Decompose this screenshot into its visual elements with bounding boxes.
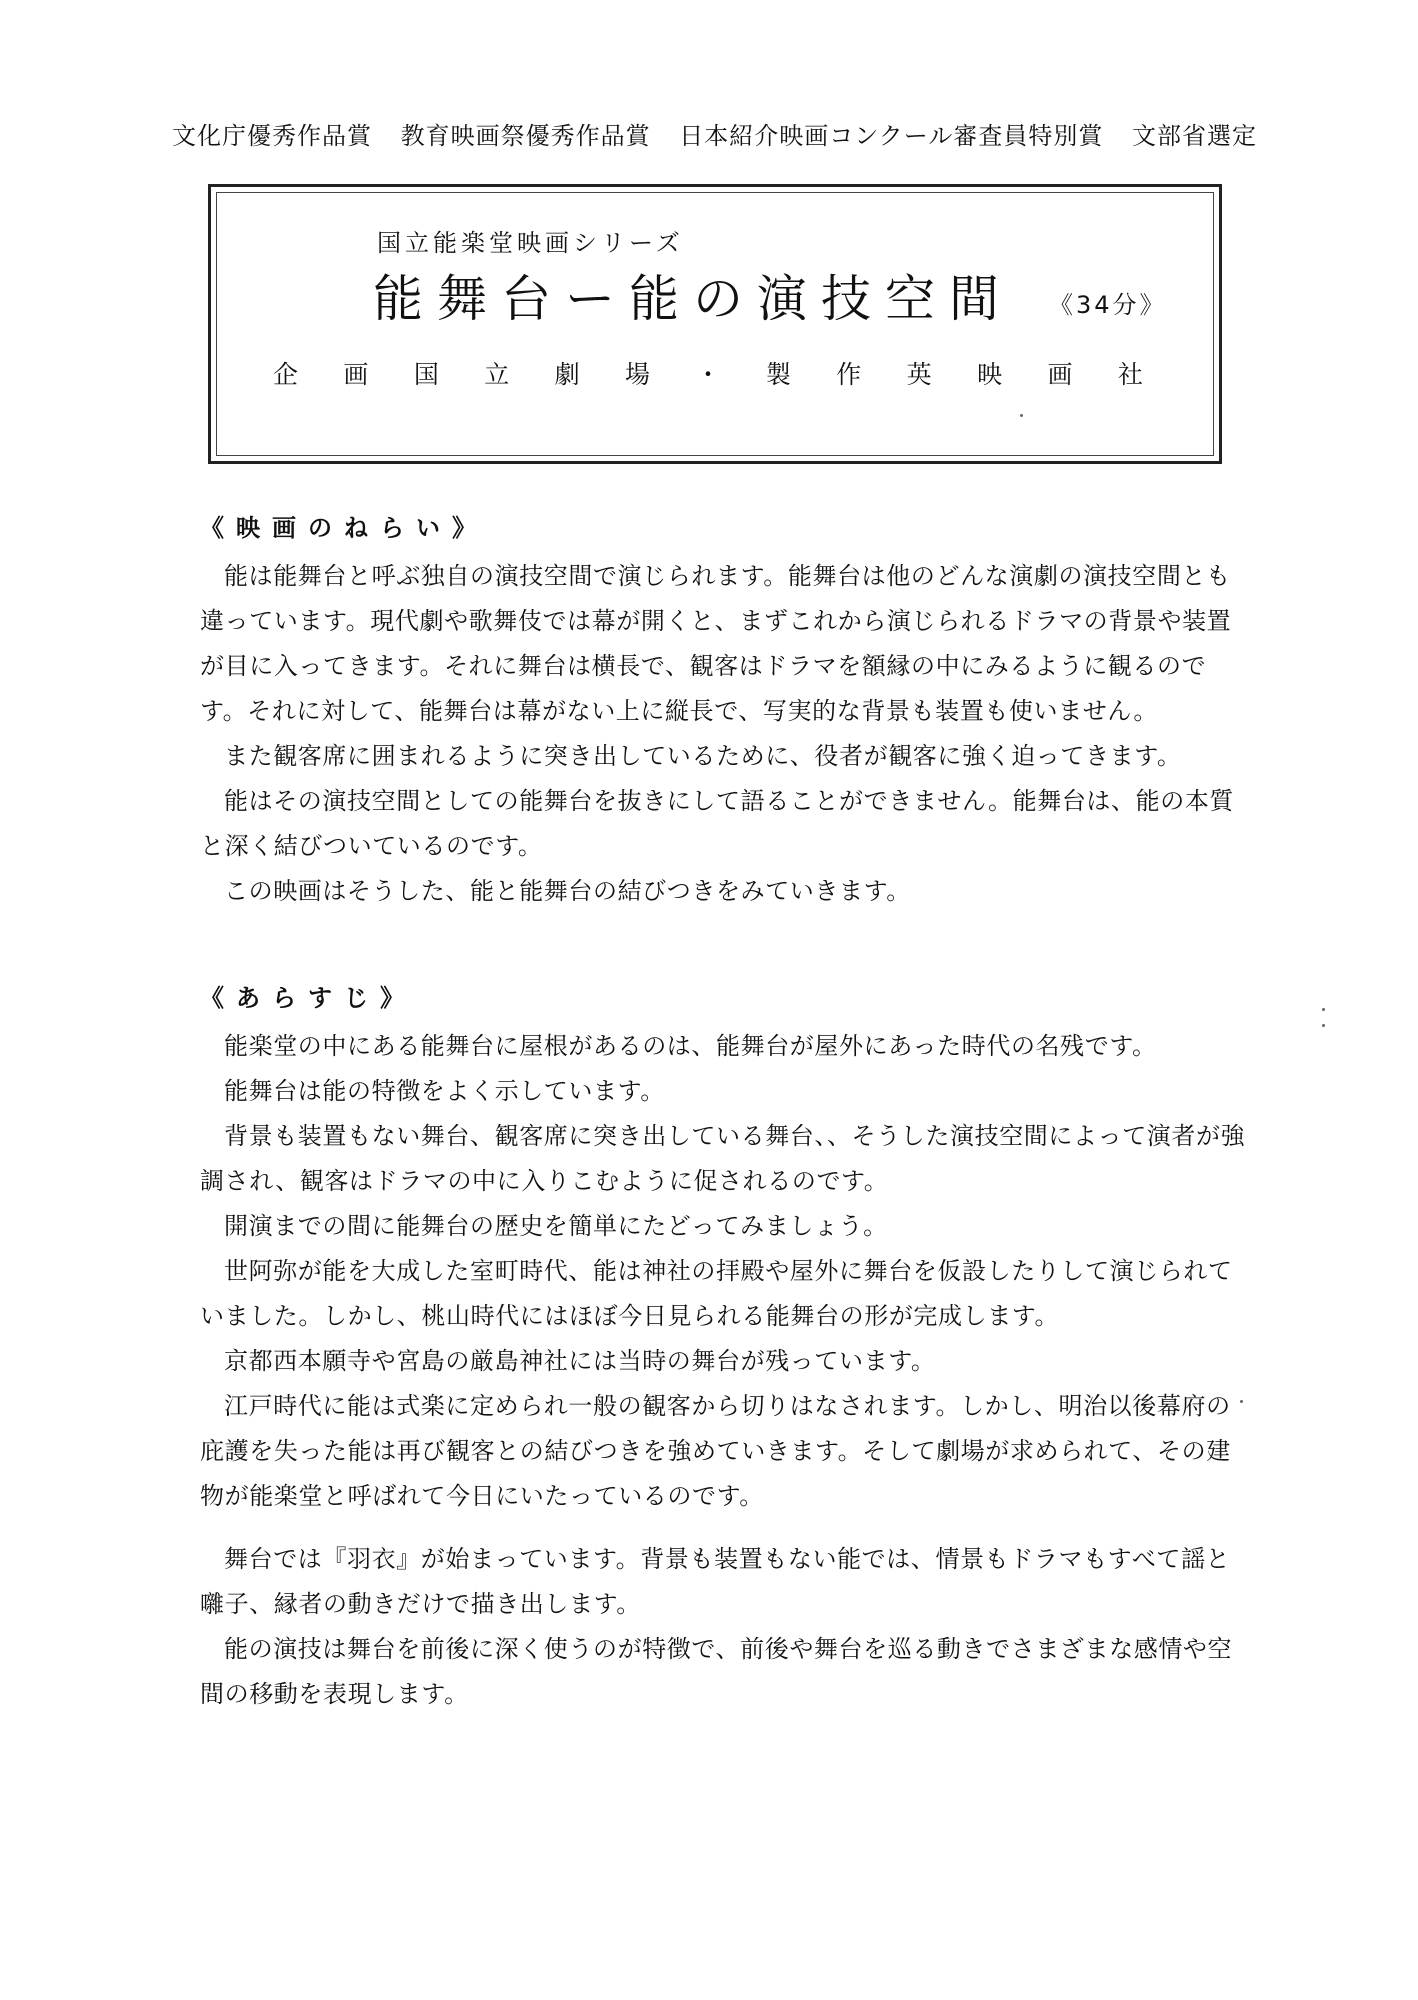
- award-2: 教育映画祭優秀作品賞: [400, 122, 651, 150]
- credit-char: 作: [836, 360, 862, 389]
- synopsis-paragraph: 江戸時代に能は式楽に定められ一般の観客から切りはなされます。しかし、明治以後幕府の庇護を失った能は再び観客との結びつきを強めていきます。そして劇場が求められて、その建物が能楽堂と呼ばれて今日にいたっているのです。: [200, 1392, 1231, 1510]
- synopsis-paragraph: 京都西本願寺や宮島の厳島神社には当時の舞台が残っています。: [224, 1347, 936, 1375]
- aim-heading: 《映画のねらい》: [200, 514, 488, 542]
- credit-char: 企: [273, 360, 299, 389]
- synopsis-paragraph: 能楽堂の中にある能舞台に屋根があるのは、能舞台が屋外にあった時代の名残です。: [224, 1032, 1157, 1060]
- credit-char: 劇: [554, 360, 580, 389]
- aim-paragraph: 能はその演技空間としての能舞台を抜きにして語ることができません。能舞台は、能の本質と深く結びついているのです。: [200, 787, 1235, 860]
- film-duration: 《34分》: [1049, 291, 1167, 319]
- award-3: 日本紹介映画コンクール審査員特別賞: [679, 122, 1104, 150]
- scan-speck: [1322, 1024, 1325, 1027]
- credit-char: 英: [906, 360, 932, 389]
- credit-char: 場: [625, 360, 651, 389]
- credit-char: 立: [484, 360, 510, 389]
- awards-line: [172, 116, 1262, 151]
- synopsis-heading: 《あらすじ》: [200, 984, 416, 1012]
- award-1: 文化庁優秀作品賞: [172, 122, 372, 150]
- credit-char: 国: [413, 360, 439, 389]
- film-title: 能舞台ー能の演技空間: [373, 270, 1013, 328]
- credit-char: 画: [1047, 360, 1073, 389]
- credit-char: 社: [1117, 360, 1143, 389]
- synopsis-paragraph: 背景も装置もない舞台、観客席に突き出している舞台、、そうした演技空間によって演者が強調され、観客はドラマの中に入りこむように促されるのです。: [200, 1122, 1246, 1195]
- synopsis-paragraph: 開演までの間に能舞台の歴史を簡単にたどってみましょう。: [224, 1212, 888, 1240]
- scan-speck: [1020, 414, 1023, 417]
- credit-char: 画: [343, 360, 369, 389]
- scan-speck: [1322, 1008, 1325, 1011]
- document-body: [200, 508, 1250, 1717]
- credit-char: ・: [695, 360, 721, 389]
- production-credits: [273, 355, 1143, 391]
- aim-paragraph: また観客席に囲まれるように突き出しているために、役者が観客に強く迫ってきます。: [224, 742, 1182, 770]
- credit-char: 映: [977, 360, 1003, 389]
- synopsis-paragraph: 能舞台は能の特徴をよく示しています。: [224, 1077, 665, 1105]
- aim-paragraph: この映画はそうした、能と能舞台の結びつきをみていきます。: [224, 877, 911, 905]
- synopsis-paragraph: 舞台では『羽衣』が始まっています。背景も装置もない能では、情景もドラマもすべて謡と囃子、縁者の動きだけで描き出します。: [200, 1545, 1231, 1618]
- aim-paragraph: 能は能舞台と呼ぶ独自の演技空間で演じられます。能舞台は他のどんな演劇の演技空間とも違っています。現代劇や歌舞伎では幕が開くと、まずこれから演じられるドラマの背景や装置が目に入ってきます。それに舞台は横長で、観客はドラマを額縁の中にみるように観るのです。それに対して、能舞台は幕がない上に縦長で、写実的な背景も装置も使いません。: [200, 562, 1232, 725]
- series-name: 国立能楽堂映画シリーズ: [377, 229, 684, 257]
- section-spacer: [200, 914, 1250, 978]
- synopsis-paragraph: 能の演技は舞台を前後に深く使うのが特徴で、前後や舞台を巡る動きでさまざまな感情や空間の移動を表現します。: [200, 1635, 1233, 1708]
- scan-speck: [1240, 1400, 1243, 1403]
- title-box: [208, 184, 1222, 464]
- paragraph-spacer: [200, 1519, 1250, 1537]
- credit-char: 製: [765, 360, 791, 389]
- synopsis-paragraph: 世阿弥が能を大成した室町時代、能は神社の拝殿や屋外に舞台を仮設したりして演じられていました。しかし、桃山時代にはほぼ今日見られる能舞台の形が完成します。: [200, 1257, 1233, 1330]
- award-4: 文部省選定: [1131, 122, 1257, 150]
